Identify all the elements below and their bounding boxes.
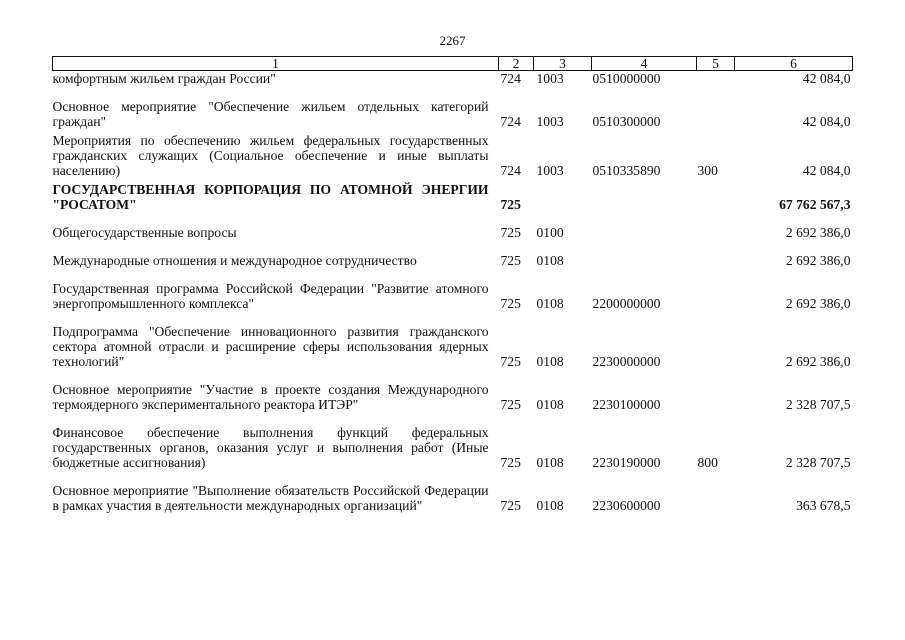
row-name: Общегосударственные вопросы xyxy=(52,225,237,240)
row-ministry-code: 725 xyxy=(500,498,521,513)
row-expense-type xyxy=(697,71,735,91)
row-target-code: 2230190000 xyxy=(592,455,661,470)
table-body xyxy=(53,71,853,518)
row-section-code: 1003 xyxy=(536,163,564,178)
row-target-code: 2230600000 xyxy=(592,498,661,513)
row-ministry-code: 725 xyxy=(500,225,521,240)
row-target-code: 0510300000 xyxy=(592,114,661,129)
row-section-code xyxy=(534,182,592,216)
column-header-4: 4 xyxy=(592,57,697,71)
row-expense-type xyxy=(697,474,735,517)
row-target-code xyxy=(592,244,697,272)
column-header-row xyxy=(53,57,853,71)
row-expense-type xyxy=(697,272,735,315)
table-row xyxy=(53,71,853,91)
row-amount: 67 762 567,3 xyxy=(779,197,851,212)
row-name: комфортным жильем граждан России" xyxy=(52,71,276,86)
row-name: Основное мероприятие "Обеспечение жильем отдельных категорий граждан" xyxy=(52,99,489,129)
row-expense-type xyxy=(697,182,735,216)
row-section-code: 0108 xyxy=(536,296,564,311)
row-expense-type xyxy=(697,244,735,272)
row-ministry-code: 724 xyxy=(500,163,521,178)
row-name: ГОСУДАРСТВЕННАЯ КОРПОРАЦИЯ ПО АТОМНОЙ ЭНЕРГИИ "РОСАТОМ" xyxy=(52,182,489,212)
row-amount: 42 084,0 xyxy=(802,71,851,86)
row-ministry-code: 724 xyxy=(500,114,521,129)
row-section-code: 1003 xyxy=(536,71,564,86)
column-header-1: 1 xyxy=(53,57,499,71)
row-target-code xyxy=(592,216,697,244)
table-row xyxy=(53,216,853,244)
column-header-2: 2 xyxy=(499,57,534,71)
table-row xyxy=(53,133,853,182)
table-row xyxy=(53,315,853,373)
row-expense-type: 300 xyxy=(697,163,718,178)
row-expense-type xyxy=(697,373,735,416)
row-name: Финансовое обеспечение выполнения функций федеральных государственных органов, оказания услуг и выполнения работ (Иные бюджетные ассигнования) xyxy=(52,425,489,470)
page-number: 2267 xyxy=(439,33,466,48)
table-row xyxy=(53,182,853,216)
row-target-code: 2200000000 xyxy=(592,296,661,311)
budget-table xyxy=(52,56,853,517)
row-name: Мероприятия по обеспечению жильем федеральных государственных гражданских служащих (Социальное обеспечение и иные выплаты населению) xyxy=(52,133,489,178)
row-ministry-code: 725 xyxy=(500,397,521,412)
row-ministry-code: 725 xyxy=(500,354,521,369)
row-name: Государственная программа Российской Федерации "Развитие атомного энергопромышленного комплекса" xyxy=(52,281,489,311)
row-expense-type xyxy=(697,216,735,244)
row-ministry-code: 724 xyxy=(500,71,521,86)
table-row xyxy=(53,272,853,315)
row-expense-type xyxy=(697,90,735,133)
row-amount: 2 328 707,5 xyxy=(785,455,851,470)
row-expense-type: 800 xyxy=(697,455,718,470)
row-amount: 2 692 386,0 xyxy=(785,253,851,268)
column-header-6: 6 xyxy=(735,57,853,71)
row-section-code: 1003 xyxy=(536,114,564,129)
row-target-code: 0510000000 xyxy=(592,71,661,86)
row-ministry-code: 725 xyxy=(500,455,521,470)
row-name: Подпрограмма "Обеспечение инновационного развития гражданского сектора атомной отрасли и расширение сферы использования ядерных технологий" xyxy=(52,324,489,369)
row-amount: 2 692 386,0 xyxy=(785,354,851,369)
row-ministry-code: 725 xyxy=(500,253,521,268)
row-target-code: 0510335890 xyxy=(592,163,661,178)
row-section-code: 0108 xyxy=(536,455,564,470)
row-name: Международные отношения и международное сотрудничество xyxy=(52,253,417,268)
table-row xyxy=(53,474,853,517)
row-section-code: 0108 xyxy=(536,253,564,268)
row-name: Основное мероприятие "Участие в проекте создания Международного термоядерного экспериментального реактора ИТЭР" xyxy=(52,382,489,412)
table-row xyxy=(53,416,853,474)
row-expense-type xyxy=(697,315,735,373)
row-amount: 42 084,0 xyxy=(802,163,851,178)
table-row xyxy=(53,244,853,272)
row-section-code: 0108 xyxy=(536,354,564,369)
row-target-code: 2230000000 xyxy=(592,354,661,369)
row-section-code: 0100 xyxy=(536,225,564,240)
column-header-3: 3 xyxy=(534,57,592,71)
row-name: Основное мероприятие "Выполнение обязательств Российской Федерации в рамках участия в деятельности международных организаций" xyxy=(52,483,489,513)
row-amount: 363 678,5 xyxy=(796,498,851,513)
row-amount: 2 692 386,0 xyxy=(785,225,851,240)
row-ministry-code: 725 xyxy=(500,296,521,311)
row-target-code: 2230100000 xyxy=(592,397,661,412)
row-amount: 2 692 386,0 xyxy=(785,296,851,311)
table-row xyxy=(53,90,853,133)
row-amount: 42 084,0 xyxy=(802,114,851,129)
row-target-code xyxy=(592,182,697,216)
column-header-5: 5 xyxy=(697,57,735,71)
table-row xyxy=(53,373,853,416)
row-ministry-code: 725 xyxy=(500,197,521,212)
row-section-code: 0108 xyxy=(536,498,564,513)
row-section-code: 0108 xyxy=(536,397,564,412)
row-amount: 2 328 707,5 xyxy=(785,397,851,412)
